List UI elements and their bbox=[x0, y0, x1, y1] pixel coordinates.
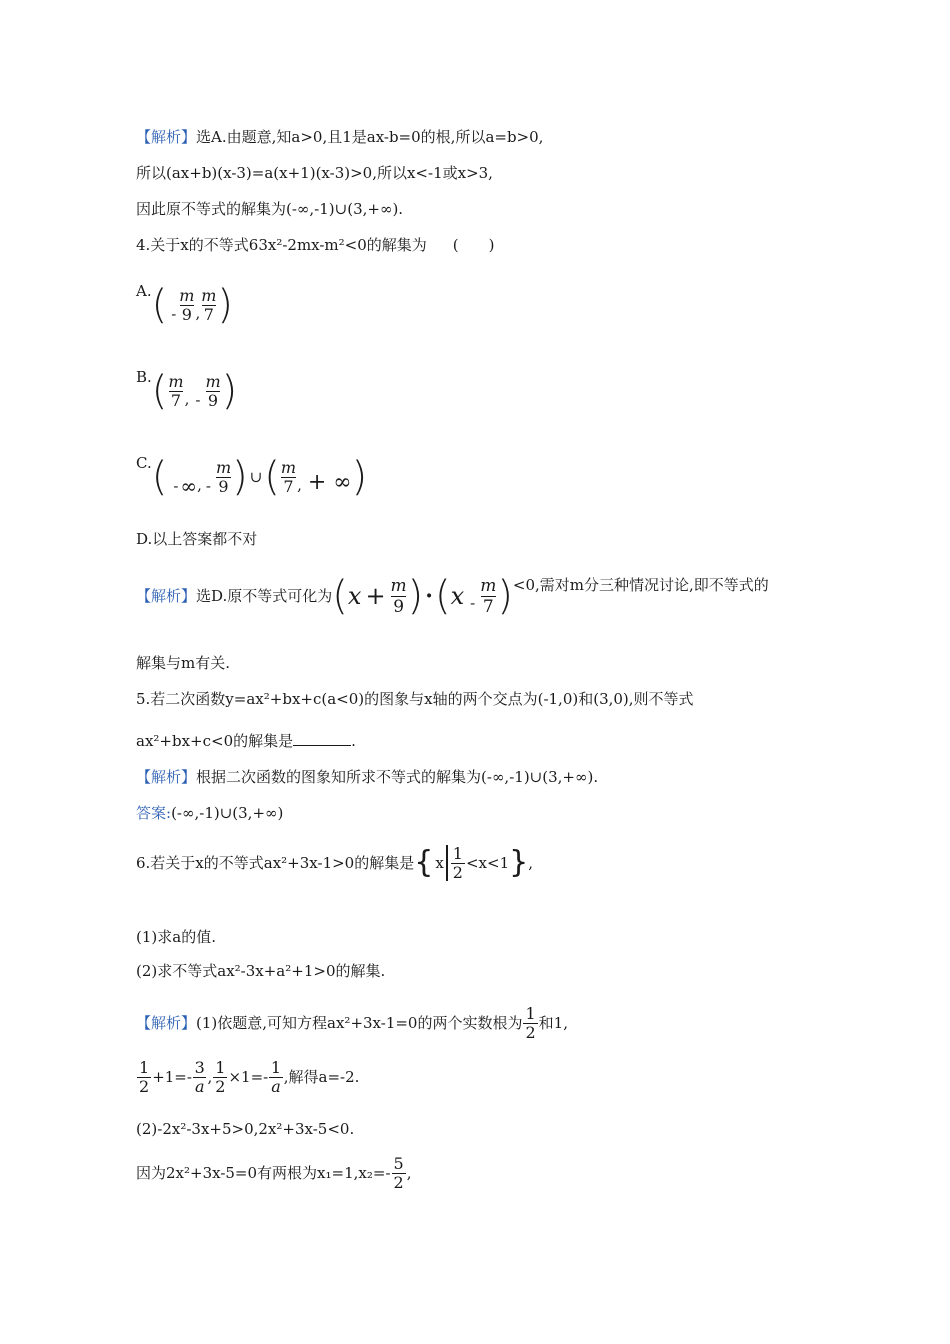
option-a bbox=[136, 280, 233, 330]
variable-x: x bbox=[450, 582, 465, 610]
denominator: 7 bbox=[170, 390, 182, 410]
denominator: 2 bbox=[452, 862, 463, 882]
option-label: B. bbox=[136, 368, 152, 386]
equation-text: ,解得a=-2. bbox=[283, 1068, 360, 1086]
question-6-solution-1 bbox=[136, 1000, 568, 1046]
option-b bbox=[136, 366, 237, 416]
minus-sign: - bbox=[470, 594, 476, 612]
comma: , bbox=[195, 304, 201, 322]
left-brace: { bbox=[414, 845, 434, 880]
minus-sign: - bbox=[173, 477, 179, 495]
minus-sign: - bbox=[205, 477, 211, 495]
denominator: 7 bbox=[203, 304, 214, 324]
question-5-solution bbox=[136, 766, 598, 788]
question-5-answer bbox=[136, 802, 283, 824]
plus-sign: + bbox=[365, 582, 386, 610]
question-6-solution-2: (2)-2x²-3x+5>0,2x²+3x-5<0. bbox=[136, 1120, 355, 1138]
denominator: 7 bbox=[283, 476, 294, 496]
denominator: 2 bbox=[139, 1076, 150, 1096]
question-6-part-1: (1)求a的值. bbox=[136, 928, 216, 946]
left-paren: ( bbox=[332, 573, 348, 619]
numerator: m bbox=[201, 285, 217, 305]
analysis-line-2: 所以(ax+b)(x-3)=a(x+1)(x-3)>0,所以x<-1或x>3, bbox=[136, 164, 493, 182]
numerator: 1 bbox=[139, 1057, 150, 1077]
numerator: 1 bbox=[270, 1057, 282, 1077]
fraction bbox=[193, 1059, 207, 1096]
question-text: 4.关于x的不等式63x²-2mx-m²<0的解集为 bbox=[136, 236, 427, 254]
analysis-tag: 【解析】 bbox=[136, 768, 197, 786]
equation-text: +1=- bbox=[152, 1068, 192, 1086]
denominator: a bbox=[271, 1076, 281, 1096]
question-4-solution bbox=[136, 568, 769, 624]
left-paren: ( bbox=[151, 368, 168, 414]
right-paren: ) bbox=[217, 282, 234, 328]
right-paren: ) bbox=[221, 368, 238, 414]
minus-sign: - bbox=[195, 391, 201, 409]
numerator: m bbox=[280, 457, 297, 477]
solution-text: <0,需对m分三种情况讨论,即不等式的 bbox=[512, 576, 769, 594]
answer-label: 答案: bbox=[136, 804, 172, 822]
denominator: 2 bbox=[393, 1172, 404, 1192]
numerator: m bbox=[179, 285, 195, 305]
denominator: 9 bbox=[218, 476, 229, 496]
solution-text: (1)依题意,可知方程ax²+3x-1=0的两个实数根为 bbox=[196, 1014, 523, 1032]
right-paren: ) bbox=[232, 454, 248, 500]
analysis-tag: 【解析】 bbox=[136, 1014, 197, 1032]
fraction bbox=[201, 287, 216, 324]
left-paren: ( bbox=[434, 573, 451, 619]
numerator: m bbox=[168, 371, 184, 391]
set-bar bbox=[446, 845, 448, 881]
equation-text: , bbox=[207, 1068, 213, 1086]
numerator: 1 bbox=[452, 843, 463, 863]
analysis-tag: 【解析】 bbox=[136, 587, 197, 605]
option-c bbox=[136, 452, 367, 502]
analysis-line-1 bbox=[136, 126, 543, 148]
denominator: 9 bbox=[181, 304, 192, 324]
numerator: 3 bbox=[194, 1057, 205, 1077]
option-label: C. bbox=[136, 454, 152, 472]
numerator: 1 bbox=[525, 1003, 536, 1023]
set-variable: x bbox=[435, 854, 444, 872]
solution-text: 和1, bbox=[538, 1014, 568, 1032]
fraction bbox=[137, 1059, 151, 1096]
solution-text: 因为2x²+3x-5=0有两根为x₁=1,x₂=- bbox=[136, 1164, 391, 1182]
fraction bbox=[179, 287, 194, 324]
fraction bbox=[205, 373, 220, 410]
fraction bbox=[480, 576, 496, 617]
answer-bracket: ( ) bbox=[452, 236, 495, 254]
fraction bbox=[281, 459, 296, 496]
question-6-equation bbox=[136, 1054, 359, 1100]
right-paren: ) bbox=[497, 573, 513, 619]
fraction bbox=[213, 1059, 227, 1096]
fraction bbox=[269, 1059, 283, 1096]
union-sign: ∪ bbox=[249, 468, 263, 486]
fraction bbox=[216, 459, 231, 496]
denominator: a bbox=[194, 1076, 205, 1096]
question-text: 6.若关于x的不等式ax²+3x-1>0的解集是 bbox=[136, 854, 415, 872]
minus-sign: - bbox=[171, 305, 177, 323]
numerator: m bbox=[215, 457, 232, 477]
question-6-part-2: (2)求不等式ax²-3x+a²+1>0的解集. bbox=[136, 962, 386, 980]
fraction bbox=[391, 576, 407, 617]
fraction bbox=[451, 845, 465, 882]
option-label: A. bbox=[136, 282, 152, 300]
analysis-text: 选A.由题意,知a>0,且1是ax-b=0的根,所以a=b>0, bbox=[196, 128, 544, 146]
question-6-solution-3 bbox=[136, 1150, 411, 1196]
numerator: m bbox=[205, 371, 221, 391]
question-5-stem-1: 5.若二次函数y=ax²+bx+c(a<0)的图象与x轴的两个交点为(-1,0)和(3,0),则不等式 bbox=[136, 690, 694, 708]
solution-text: 选D.原不等式可化为 bbox=[196, 587, 333, 605]
answer-blank bbox=[293, 731, 351, 746]
question-4-stem bbox=[136, 234, 495, 256]
denominator: 9 bbox=[207, 390, 219, 410]
denominator: 2 bbox=[215, 1076, 226, 1096]
right-brace: } bbox=[509, 845, 529, 880]
analysis-tag: 【解析】 bbox=[136, 128, 197, 146]
equation-text: ×1=- bbox=[228, 1068, 269, 1086]
question-4-solution-line-2: 解集与m有关. bbox=[136, 654, 230, 672]
denominator: 7 bbox=[482, 596, 494, 617]
period: . bbox=[351, 732, 356, 750]
analysis-line-3: 因此原不等式的解集为(-∞,-1)∪(3,+∞). bbox=[136, 200, 404, 218]
fraction bbox=[523, 1005, 537, 1042]
fraction bbox=[392, 1155, 406, 1192]
numerator: m bbox=[390, 575, 407, 596]
dot-operator: · bbox=[425, 583, 433, 609]
question-6-stem bbox=[136, 838, 533, 888]
variable-x: x bbox=[347, 582, 362, 610]
denominator: 2 bbox=[525, 1022, 536, 1042]
infinity: ∞ bbox=[180, 474, 198, 498]
question-text: ax²+bx+c<0的解集是 bbox=[136, 732, 294, 750]
numerator: 5 bbox=[393, 1153, 404, 1173]
plus-infinity: + ∞ bbox=[307, 470, 352, 495]
fraction bbox=[168, 373, 183, 410]
set-condition: <x<1 bbox=[465, 854, 510, 872]
comma: , bbox=[197, 476, 202, 494]
right-paren: ) bbox=[351, 454, 368, 500]
left-paren: ( bbox=[264, 454, 280, 500]
right-paren: ) bbox=[407, 573, 424, 619]
answer-text: (-∞,-1)∪(3,+∞) bbox=[171, 804, 284, 822]
left-paren: ( bbox=[151, 454, 168, 500]
comma: , bbox=[528, 854, 533, 872]
comma: , bbox=[297, 476, 302, 494]
left-paren: ( bbox=[151, 282, 168, 328]
denominator: 9 bbox=[393, 596, 405, 617]
comma: , bbox=[184, 390, 190, 408]
numerator: 1 bbox=[215, 1057, 226, 1077]
solution-text: , bbox=[406, 1164, 412, 1182]
solution-text: 根据二次函数的图象知所求不等式的解集为(-∞,-1)∪(3,+∞). bbox=[196, 768, 599, 786]
question-5-stem-2 bbox=[136, 730, 356, 752]
numerator: m bbox=[480, 575, 497, 596]
option-d: D.以上答案都不对 bbox=[136, 530, 258, 548]
